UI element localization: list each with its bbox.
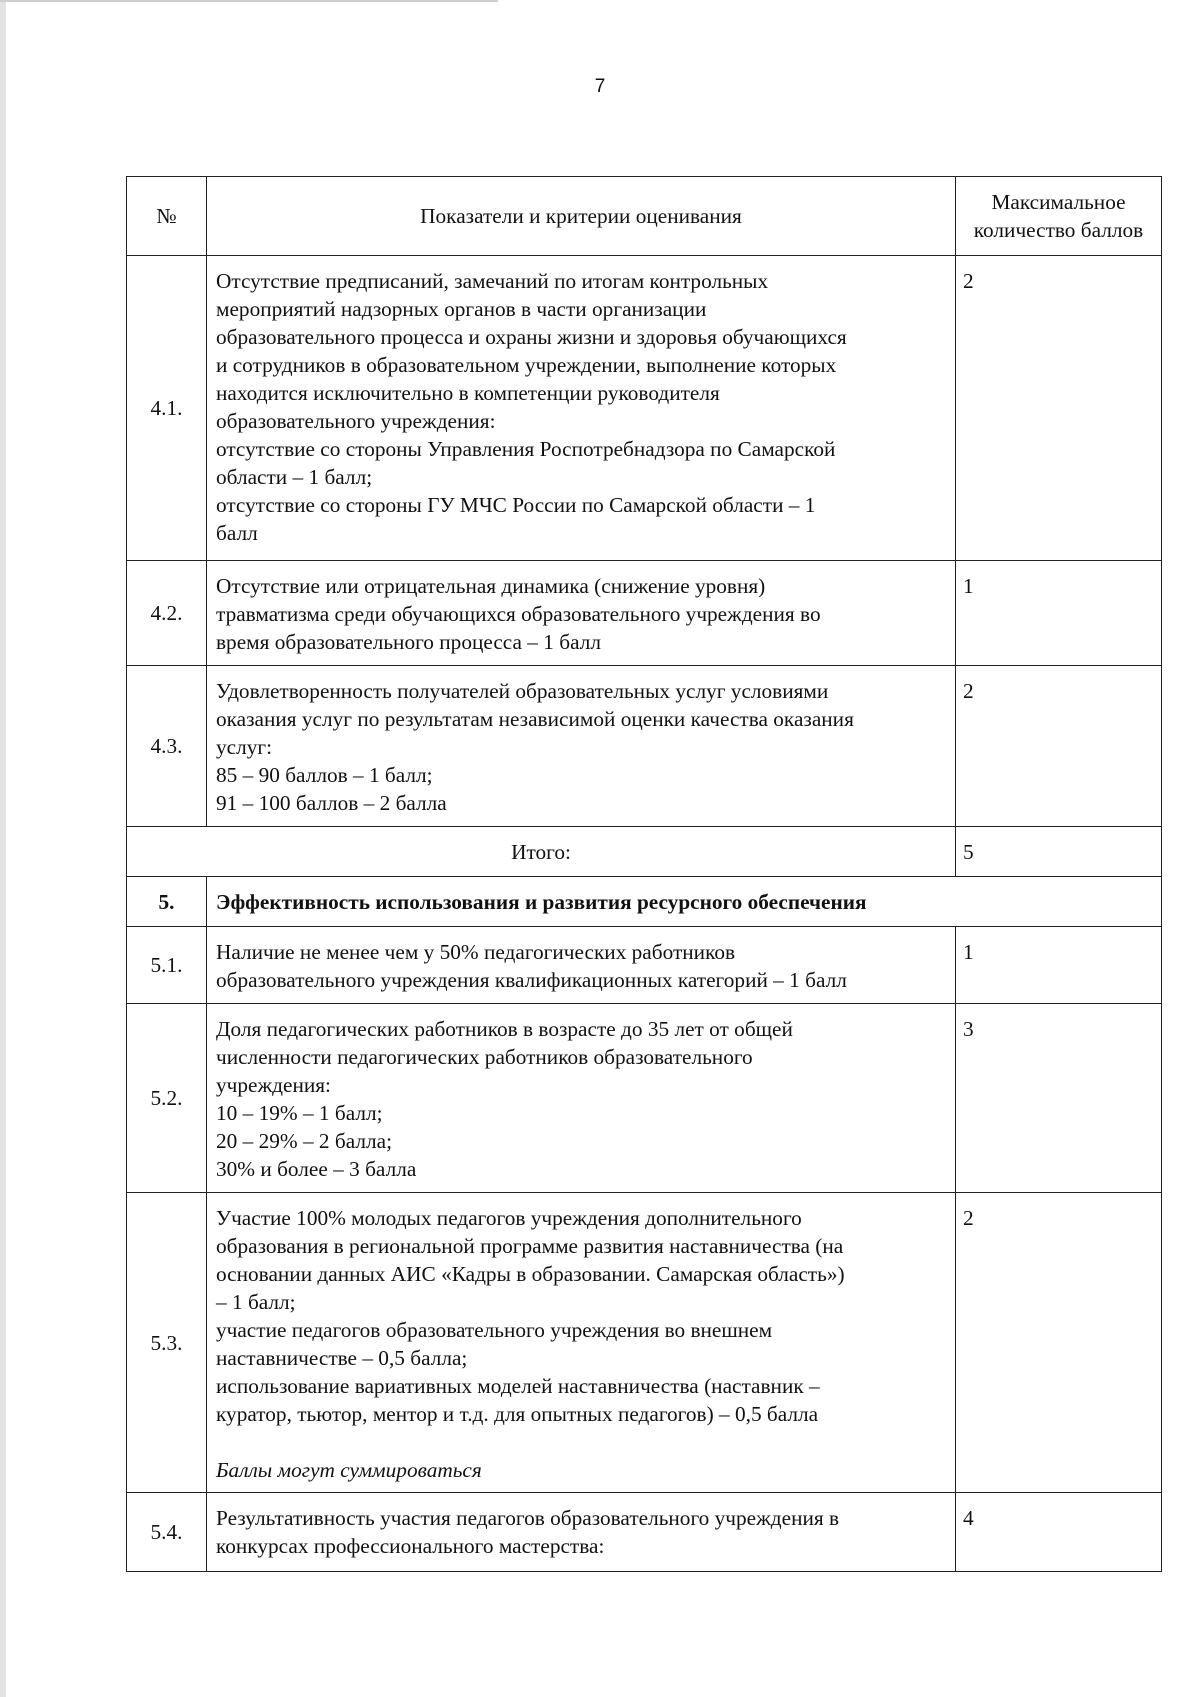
criteria-line: мероприятий надзорных органов в части организации bbox=[216, 297, 707, 321]
table-row bbox=[127, 666, 1162, 827]
header-max-points-line1: Максимальное bbox=[991, 190, 1126, 214]
criteria-line: отсутствие со стороны ГУ МЧС России по Самарской области – 1 bbox=[216, 493, 816, 517]
criteria-line: Участие 100% молодых педагогов учреждения дополнительного bbox=[216, 1206, 802, 1230]
criteria-line: Наличие не менее чем у 50% педагогических работников bbox=[216, 940, 736, 964]
criteria-line: и сотрудников в образовательном учреждении, выполнение которых bbox=[216, 353, 837, 377]
criteria-line: оказания услуг по результатам независимой оценки качества оказания bbox=[216, 707, 854, 731]
criteria-line: куратор, тьютор, ментор и т.д. для опытных педагогов) – 0,5 балла bbox=[216, 1402, 819, 1426]
section-header-row bbox=[127, 877, 1162, 927]
total-value: 5 bbox=[956, 827, 1162, 877]
criteria-line: Отсутствие или отрицательная динамика (снижение уровня) bbox=[216, 574, 766, 598]
scan-top-edge bbox=[0, 0, 498, 2]
scoring-table bbox=[126, 176, 1162, 1572]
page-number: 7 bbox=[594, 76, 606, 97]
max-points-cell: 2 bbox=[956, 256, 1162, 561]
section-title: Эффективность использования и развития ресурсного обеспечения bbox=[207, 877, 1162, 927]
criteria-line: балл bbox=[216, 521, 258, 545]
scan-left-edge bbox=[0, 0, 6, 1697]
criteria-line: использование вариативных моделей наставничества (наставник – bbox=[216, 1374, 820, 1398]
criteria-line: участие педагогов образовательного учреждения во внешнем bbox=[216, 1318, 773, 1342]
criteria-cell bbox=[207, 1493, 956, 1572]
max-points-cell: 2 bbox=[956, 1193, 1162, 1493]
row-number: 4.1. bbox=[127, 256, 207, 561]
criteria-cell bbox=[207, 1004, 956, 1193]
total-row bbox=[127, 827, 1162, 877]
criteria-line: отсутствие со стороны Управления Роспотребнадзора по Самарской bbox=[216, 437, 836, 461]
row-number: 5.2. bbox=[127, 1004, 207, 1193]
criteria-line: образования в региональной программе развития наставничества (на bbox=[216, 1234, 844, 1258]
table-row bbox=[127, 561, 1162, 666]
table-row bbox=[127, 1193, 1162, 1493]
criteria-line: учреждения: bbox=[216, 1073, 331, 1097]
max-points-cell: 2 bbox=[956, 666, 1162, 827]
criteria-line: 20 – 29% – 2 балла; bbox=[216, 1129, 393, 1153]
table-row bbox=[127, 1004, 1162, 1193]
criteria-cell bbox=[207, 927, 956, 1004]
criteria-line: конкурсах профессионального мастерства: bbox=[216, 1534, 605, 1558]
row-number: 5.4. bbox=[127, 1493, 207, 1572]
criteria-line: образовательного учреждения квалификационных категорий – 1 балл bbox=[216, 968, 847, 992]
header-num: № bbox=[127, 177, 207, 256]
criteria-line: находится исключительно в компетенции руководителя bbox=[216, 381, 720, 405]
max-points-cell: 1 bbox=[956, 927, 1162, 1004]
criteria-line: Отсутствие предписаний, замечаний по итогам контрольных bbox=[216, 269, 769, 293]
header-max-points-line2: количество баллов bbox=[973, 218, 1144, 242]
criteria-cell bbox=[207, 1193, 956, 1493]
criteria-line: время образовательного процесса – 1 балл bbox=[216, 630, 601, 654]
section-number: 5. bbox=[127, 877, 207, 927]
row-number: 4.3. bbox=[127, 666, 207, 827]
criteria-note: Баллы могут суммироваться bbox=[216, 1458, 482, 1482]
max-points-cell: 1 bbox=[956, 561, 1162, 666]
criteria-cell bbox=[207, 666, 956, 827]
criteria-line: Доля педагогических работников в возрасте до 35 лет от общей bbox=[216, 1017, 793, 1041]
total-label: Итого: bbox=[127, 827, 956, 877]
max-points-cell: 3 bbox=[956, 1004, 1162, 1193]
criteria-line: 85 – 90 баллов – 1 балл; bbox=[216, 763, 433, 787]
row-number: 5.1. bbox=[127, 927, 207, 1004]
criteria-line: образовательного учреждения: bbox=[216, 409, 496, 433]
header-criteria: Показатели и критерии оценивания bbox=[207, 177, 956, 256]
criteria-cell bbox=[207, 256, 956, 561]
criteria-line: Результативность участия педагогов образовательного учреждения в bbox=[216, 1506, 840, 1530]
criteria-cell bbox=[207, 561, 956, 666]
criteria-line: 10 – 19% – 1 балл; bbox=[216, 1101, 383, 1125]
criteria-line: образовательного процесса и охраны жизни и здоровья обучающихся bbox=[216, 325, 847, 349]
criteria-line: Удовлетворенность получателей образовательных услуг условиями bbox=[216, 679, 829, 703]
max-points-cell: 4 bbox=[956, 1493, 1162, 1572]
row-number: 5.3. bbox=[127, 1193, 207, 1493]
criteria-line: травматизма среди обучающихся образовательного учреждения во bbox=[216, 602, 821, 626]
table-row bbox=[127, 256, 1162, 561]
table-header-row bbox=[127, 177, 1162, 256]
criteria-line: 91 – 100 баллов – 2 балла bbox=[216, 791, 447, 815]
header-max-points bbox=[956, 177, 1162, 256]
criteria-line: 30% и более – 3 балла bbox=[216, 1157, 417, 1181]
criteria-line: наставничестве – 0,5 балла; bbox=[216, 1346, 468, 1370]
criteria-line: услуг: bbox=[216, 735, 273, 759]
criteria-line: – 1 балл; bbox=[216, 1290, 296, 1314]
table-row bbox=[127, 927, 1162, 1004]
criteria-line: численности педагогических работников образовательного bbox=[216, 1045, 753, 1069]
criteria-line: области – 1 балл; bbox=[216, 465, 373, 489]
row-number: 4.2. bbox=[127, 561, 207, 666]
table-row bbox=[127, 1493, 1162, 1572]
criteria-line: основании данных АИС «Кадры в образовании. Самарская область») bbox=[216, 1262, 845, 1286]
